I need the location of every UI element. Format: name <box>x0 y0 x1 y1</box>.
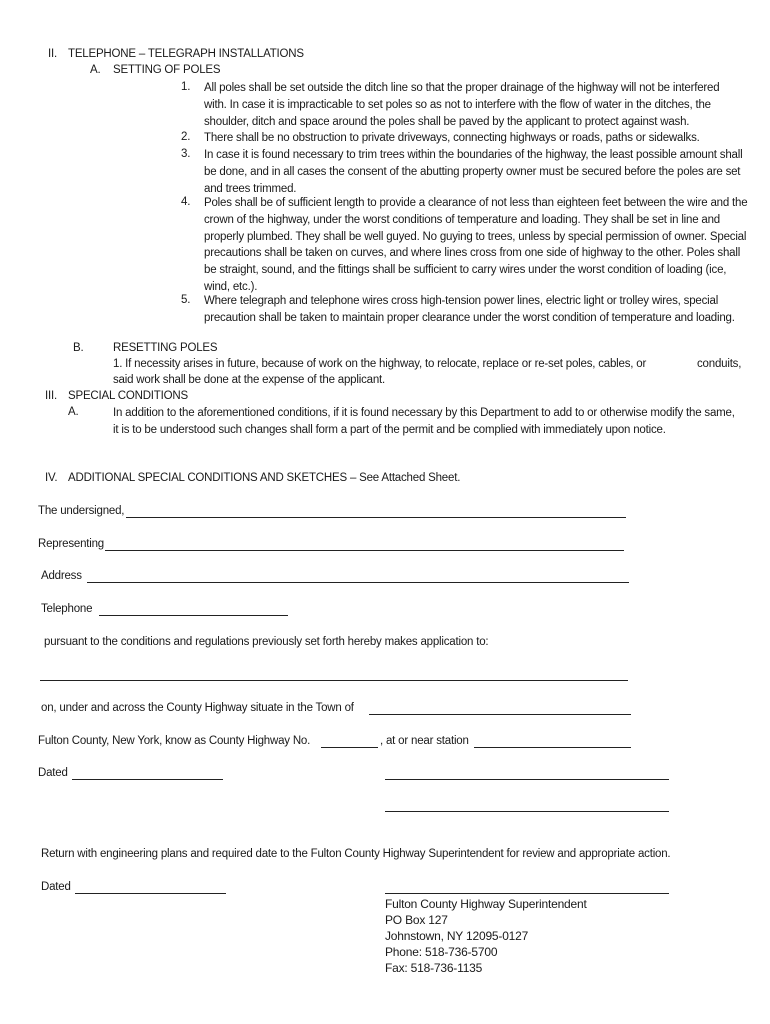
section-2b-line2: said work shall be done at the expense of the applicant. <box>113 374 386 386</box>
town-field[interactable] <box>369 714 631 715</box>
item-2-number: 2. <box>181 131 191 143</box>
undersigned-label: The undersigned, <box>38 505 125 517</box>
signature-line-2[interactable] <box>385 811 669 812</box>
representing-label: Representing <box>38 538 105 550</box>
section-2a-letter: A. <box>90 64 101 76</box>
address-label: Address <box>41 570 82 582</box>
section-2b-letter: B. <box>73 342 84 354</box>
return-instructions: Return with engineering plans and required date to the Fulton County Highway Superintendent for review and appropriate action. <box>41 848 671 860</box>
item-5-number: 5. <box>181 294 191 306</box>
address-line-2: PO Box 127 <box>385 913 448 927</box>
item-2-text: There shall be no obstruction to private driveways, connecting highways or roads, paths or sidewalks. <box>204 132 700 144</box>
signature-line-1[interactable] <box>385 779 669 780</box>
section-4-numeral: IV. <box>45 472 58 484</box>
item-3-text: In case it is found necessary to trim trees within the boundaries of the highway, the least possible amount shall be done, and in all cases the consent of the abutting property owner must be secured before the poles are set and trees trimmed. <box>204 149 743 195</box>
section-4-title: ADDITIONAL SPECIAL CONDITIONS AND SKETCHES – See Attached Sheet. <box>68 472 461 484</box>
section-2-title: TELEPHONE – TELEGRAPH INSTALLATIONS <box>68 48 304 60</box>
undersigned-field[interactable] <box>126 517 626 518</box>
section-3-numeral: III. <box>45 390 57 402</box>
section-3-title: SPECIAL CONDITIONS <box>68 390 188 402</box>
dated-label: Dated <box>38 767 68 779</box>
station-field[interactable] <box>474 747 631 748</box>
dated-2-field[interactable] <box>75 893 226 894</box>
section-2b-line1-end: conduits, <box>697 358 742 370</box>
address-phone: Phone: 518-736-5700 <box>385 945 498 959</box>
dated-2-label: Dated <box>41 881 71 893</box>
section-3a-letter: A. <box>68 406 79 418</box>
county-highway-label: Fulton County, New York, know as County Highway No. <box>38 735 311 747</box>
telephone-field[interactable] <box>99 615 288 616</box>
section-2a-title: SETTING OF POLES <box>113 64 221 76</box>
section-2-numeral: II. <box>48 48 57 60</box>
dated-field[interactable] <box>72 779 223 780</box>
item-1-number: 1. <box>181 81 191 93</box>
item-1-text: All poles shall be set outside the ditch line so that the proper drainage of the highway will not be interfered with. In case it is impracticable to set poles so as not to interfere with the flow of water in the ditches, the shoulder, ditch and space around the poles shall be paved by the applicant to protect against wash. <box>204 82 720 128</box>
county-highway-number-field[interactable] <box>321 747 378 748</box>
section-2b-title: RESETTING POLES <box>113 342 218 354</box>
item-3-number: 3. <box>181 148 191 160</box>
applicant-purpose-field[interactable] <box>40 680 628 681</box>
station-label: , at or near station <box>380 735 469 747</box>
pursuant-text: pursuant to the conditions and regulations previously set forth hereby makes application to: <box>44 636 489 648</box>
address-field[interactable] <box>87 582 629 583</box>
item-4-number: 4. <box>181 196 191 208</box>
address-fax: Fax: 518-736-1135 <box>385 961 483 975</box>
superintendent-signature-line[interactable] <box>385 893 669 894</box>
item-4-text: Poles shall be of sufficient length to provide a clearance of not less than eighteen feet between the wire and the crown of the highway, under the worst conditions of temperature and loading. They shall be set in line and properly plumbed. They shall be well guyed. No guying to trees, unless by special permission of owner. Special precautions shall be taken on curves, and where lines cross from one side of highway to the other. Poles shall be straight, sound, and the fittings shall be sufficient to carry wires under the worst condition of loading (ice, wind, etc.). <box>204 197 748 293</box>
section-2b-line1: 1. If necessity arises in future, because of work on the highway, to relocate, replace or re-set poles, cables, or <box>113 358 647 370</box>
telephone-label: Telephone <box>41 603 93 615</box>
address-line-3: Johnstown, NY 12095-0127 <box>385 929 529 943</box>
town-label: on, under and across the County Highway situate in the Town of <box>41 702 354 714</box>
section-3a-text: In addition to the aforementioned conditions, if it is found necessary by this Department to add to or otherwise modify the same, it is to be understood such changes shall form a part of the permit and be complied with immediately upon notice. <box>113 407 735 436</box>
representing-field[interactable] <box>105 550 624 551</box>
item-5-text: Where telegraph and telephone wires cross high-tension power lines, electric light or trolley wires, special precaution shall be taken to maintain proper clearance under the worst condition of temperature and loading. <box>204 295 735 324</box>
address-line-1: Fulton County Highway Superintendent <box>385 897 587 911</box>
